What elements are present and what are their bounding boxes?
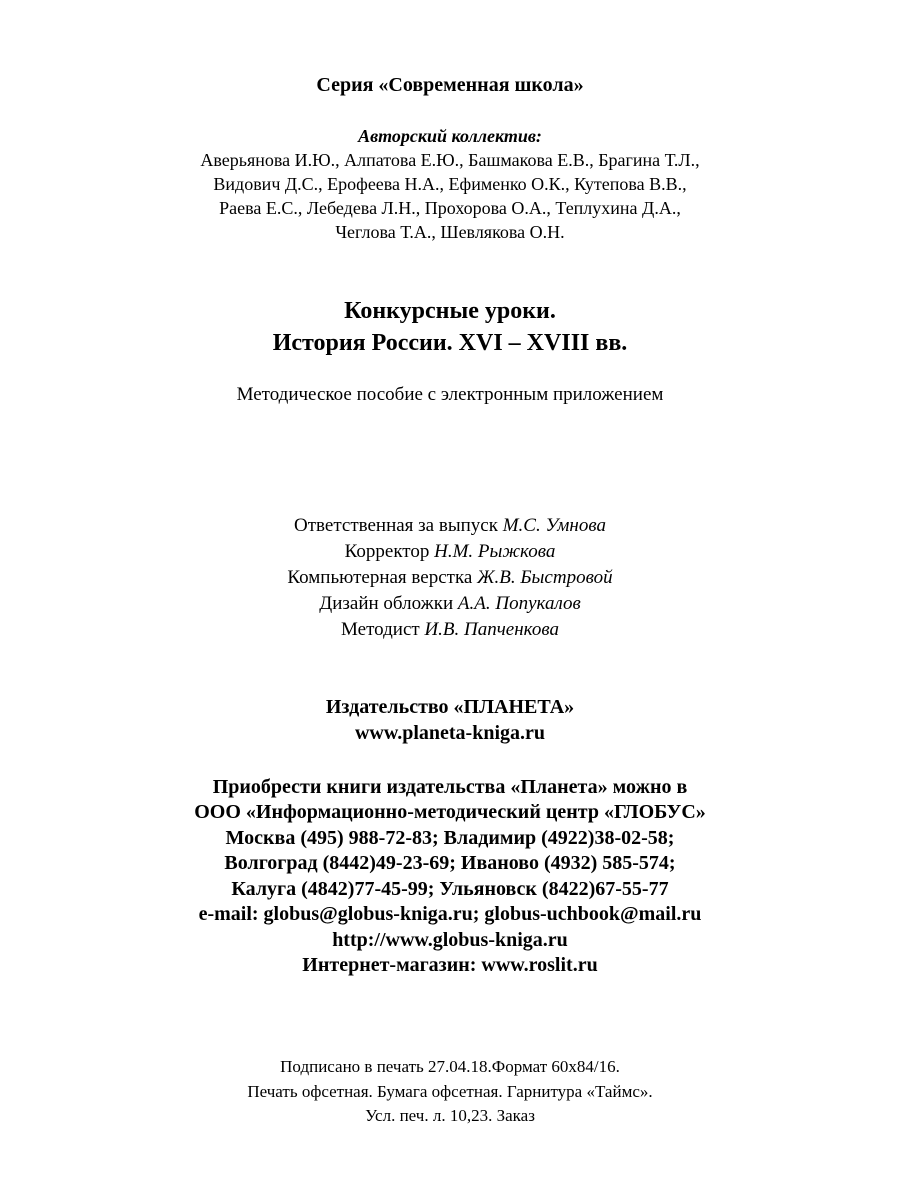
credit-line — [0, 515, 900, 537]
publisher-name: Издательство «ПЛАНЕТА» — [325, 696, 575, 718]
credit-name: И.В. Папченкова — [424, 619, 559, 640]
credit-role: Дизайн обложки — [319, 593, 458, 614]
credit-role: Методист — [341, 619, 425, 640]
credit-role: Ответственная за выпуск — [294, 515, 503, 536]
purchase-line: Интернет-магазин: www.roslit.ru — [302, 954, 598, 976]
purchase-line: Москва (495) 988-72-83; Владимир (4922)38-02-58; — [225, 827, 675, 849]
authors-heading: Авторский коллектив: — [358, 126, 542, 146]
purchase-line: Калуга (4842)77-45-99; Ульяновск (8422)67-55-77 — [231, 878, 669, 900]
authors-line: Чеглова Т.А., Шевлякова О.Н. — [335, 222, 565, 242]
imprint-line: Усл. печ. л. 10,23. Заказ — [365, 1106, 535, 1125]
book-subtitle: Методическое пособие с электронным приложением — [236, 384, 664, 405]
series-title: Серия «Современная школа» — [316, 74, 584, 96]
purchase-line: ООО «Информационно-методический центр «ГЛОБУС» — [194, 801, 706, 823]
book-title-line2: История России. XVI – XVIII вв. — [272, 330, 628, 356]
credit-name: М.С. Умнова — [502, 515, 606, 536]
credit-name: А.А. Попукалов — [457, 593, 581, 614]
purchase-line: http://www.globus-kniga.ru — [332, 929, 568, 951]
credit-name: Ж.В. Быстровой — [477, 567, 613, 588]
authors-line: Видович Д.С., Ерофеева Н.А., Ефименко О.К., Кутепова В.В., — [213, 174, 687, 194]
book-title-line1: Конкурсные уроки. — [344, 298, 556, 324]
credit-line — [0, 619, 900, 641]
publisher-site: www.planeta-kniga.ru — [354, 722, 546, 744]
imprint-line: Печать офсетная. Бумага офсетная. Гарнитура «Таймс». — [247, 1082, 653, 1101]
purchase-line: e-mail: globus@globus-kniga.ru; globus-uchbook@mail.ru — [198, 903, 702, 925]
credit-role: Компьютерная верстка — [287, 567, 478, 588]
credit-role: Корректор — [344, 541, 435, 562]
imprint-line: Подписано в печать 27.04.18.Формат 60х84/16. — [280, 1057, 620, 1076]
purchase-line: Приобрести книги издательства «Планета» можно в — [212, 776, 688, 798]
credit-line — [0, 541, 900, 563]
credit-line — [0, 593, 900, 615]
credit-name: Н.М. Рыжкова — [434, 541, 556, 562]
authors-line: Аверьянова И.Ю., Алпатова Е.Ю., Башмакова Е.В., Брагина Т.Л., — [200, 150, 700, 170]
purchase-line: Волгоград (8442)49-23-69; Иваново (4932) 585-574; — [224, 852, 676, 874]
authors-line: Раева Е.С., Лебедева Л.Н., Прохорова О.А., Теплухина Д.А., — [219, 198, 681, 218]
credit-line — [0, 567, 900, 589]
